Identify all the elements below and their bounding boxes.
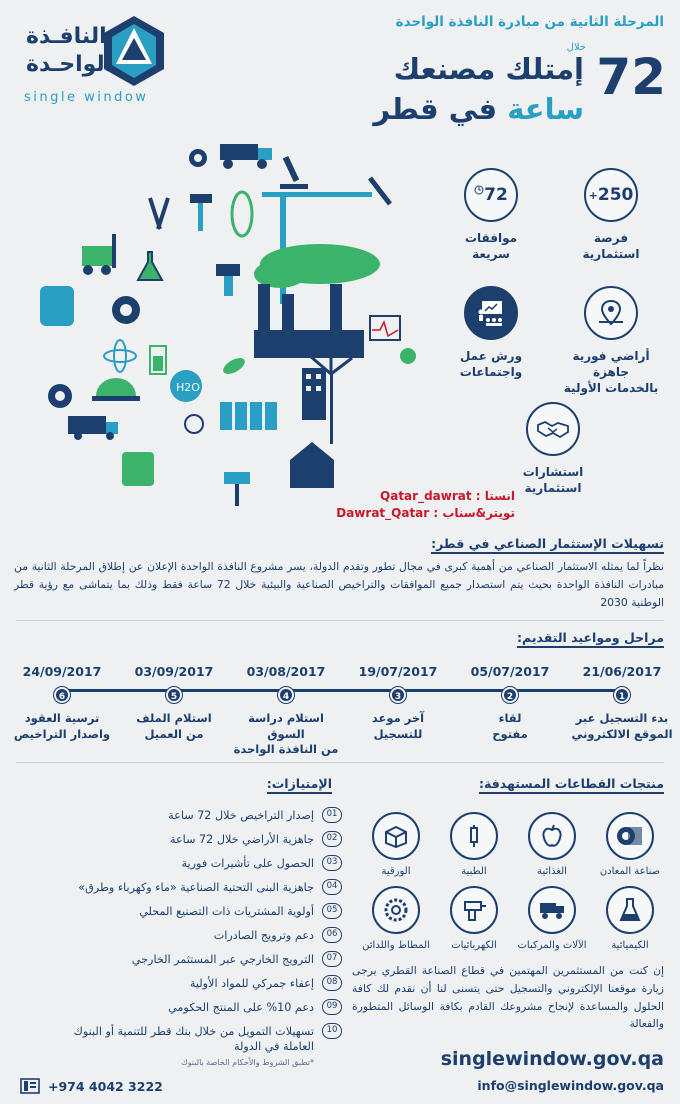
drill-icon: [450, 886, 498, 934]
logo-arabic-line1: النافـذة: [26, 24, 107, 49]
privilege-item: 02 جاهزية الأراضي خلال 72 ساعة: [12, 828, 342, 850]
privilege-item: 05 أولوية المشتريات ذات التصنيع المحلي: [12, 900, 342, 922]
logo-arabic-line2: الواحـدة: [26, 52, 113, 77]
map-pin-icon: [584, 286, 638, 340]
pipes-icon: [112, 296, 140, 324]
privilege-item: 07 الترويج الخارجي عبر المستثمر الخارجي: [12, 948, 342, 970]
social-handles: [336, 488, 515, 522]
bulb-icon: [185, 415, 203, 433]
twitter-label: تويتر&سناب :: [433, 505, 515, 520]
syringe-icon: [450, 812, 498, 860]
tire-icon: [48, 384, 72, 408]
building-icon: [302, 368, 326, 420]
handshake-icon: [526, 402, 580, 456]
facilities-paragraph: نظراً لما يمثله الاستثمار الصناعي من أهمية كبرى في مجال تطور وتقدم الدولة، يسر مشروع النافذة الواحدة الإعلان عن إطلاق المرحلة الثانية من مبادرات النافذة الواحدة بحيث يتم استصدار جميع الموافقات والتراخيص الصناعية والبيئية خلال 72 ساعة فقط وذلك بما يتماشى مع رؤية قطر الوطنية 2030: [14, 560, 664, 609]
apple-icon: [400, 348, 416, 364]
timeline-step-4: 03/08/2017 4 استلام دراسة السوق من النافذة الواحدة: [233, 664, 339, 757]
wrench-icon: [370, 178, 390, 204]
privilege-item: 06 دعم وترويج الصادرات: [12, 924, 342, 946]
drill-icon: [216, 264, 240, 296]
timeline-step-1: 21/06/2017 1 بدء التسجيل عبر الموقع الالكتروني: [571, 664, 673, 741]
sector-metals: صناعة المعادن: [592, 812, 668, 877]
timeline-step-5: 03/09/2017 5 استلام الملف من العميل: [134, 664, 214, 741]
delivery-truck-icon: [68, 416, 118, 440]
atom-icon: [104, 340, 136, 372]
header-khilal: خلال: [566, 42, 586, 53]
leaf-icon: [221, 355, 248, 377]
phone-number[interactable]: +974 4042 3222: [48, 1078, 163, 1094]
fish-icon: [232, 192, 252, 236]
gear-icon: [189, 149, 207, 167]
phone-icon: [20, 1078, 40, 1094]
privilege-item: 09 دعم 10% على المنتج الحكومي: [12, 996, 342, 1018]
glove-icon: [40, 286, 74, 326]
apple-icon: [528, 812, 576, 860]
header-title-qatar: في قطر: [373, 92, 498, 126]
feature-consultations: استشارات استثمارية: [498, 402, 608, 496]
pliers-icon: [150, 198, 168, 229]
warehouse-icon: [290, 442, 334, 488]
footer-website-link[interactable]: singlewindow.gov.qa: [440, 1048, 664, 1070]
header-title-line2: [373, 94, 584, 124]
privilege-item: 04 جاهزية البنى التحتية الصناعية «ماء وكهرباء وطرق»: [12, 876, 342, 898]
privileges-title: الإمتيازات:: [267, 776, 332, 791]
tire-icon: [372, 886, 420, 934]
sectors-title: منتجات القطاعات المستهدفة:: [479, 776, 664, 791]
sector-medical: الطبية: [436, 812, 512, 877]
privileges-footnote: *تطبق الشروط والأحكام الخاصة بالبنوك: [181, 1058, 314, 1067]
ekg-icon: [370, 316, 400, 340]
sector-chemical: الكيميائية: [592, 886, 668, 951]
sector-electrical: الكهربائيات: [436, 886, 512, 951]
logo-english: single window: [24, 90, 149, 105]
twitter-handle[interactable]: Dawrat_Qatar: [336, 505, 430, 520]
facilities-title: تسهيلات الإستثمار الصناعي في قطر:: [431, 536, 664, 551]
insta-handle[interactable]: Qatar_dawrat: [380, 489, 472, 503]
feature-fast-approvals: 72 موافقات سريعة: [436, 168, 546, 262]
divider: [16, 620, 664, 621]
svg-text:H2O: H2O: [176, 381, 200, 394]
presentation-icon: [464, 286, 518, 340]
hammer-icon: [190, 194, 212, 231]
timeline-step-2: 05/07/2017 2 لقاء مفتوح: [470, 664, 550, 741]
privilege-item: 08 إعفاء جمركي للمواد الأولية: [12, 972, 342, 994]
divider: [16, 762, 664, 763]
header-title-sa3a: ساعة: [507, 92, 584, 126]
sectors-note: إن كنت من المستثمرين المهتمين في قطاع الصناعة القطري يرجى زيارة موقعنا الإلكتروني والتسجيل حتى يتسنى لنا أن نقدم لك كافة الحلول والمساعدة لإنجاح مشروعك القادم بكافة الوسائل المتطورة والفعالة: [352, 964, 664, 1031]
flask-icon: [138, 252, 162, 280]
privilege-item: 01 إصدار التراخيص خلال 72 ساعة: [12, 804, 342, 826]
forklift-icon: [82, 234, 116, 275]
feature-ready-land: أراضي فورية جاهزة بالخدمات الأولية: [556, 286, 666, 397]
sector-food: الغذائية: [514, 812, 590, 877]
feature-investment-opportunities: 250 + فرصة استثمارية: [556, 168, 666, 262]
sector-vehicles: الآلات والمركبات: [514, 886, 590, 951]
microscope-icon: [280, 156, 308, 189]
timeline-step-6: 24/09/2017 6 ترسية العقود واصدار التراخيص: [13, 664, 111, 741]
timeline-title: مراحل ومواعيد التقديم:: [517, 630, 664, 645]
sector-rubber: المطاط واللدائن: [358, 886, 434, 951]
dump-truck-icon: [220, 144, 272, 169]
insta-label: انستا :: [475, 489, 515, 503]
battery-icon: [150, 346, 166, 374]
helmet-icon: [92, 378, 140, 401]
industry-illustration: [30, 134, 430, 534]
h2o-icon: [170, 370, 202, 402]
header-title-line1: إمتلك مصنعك: [393, 52, 584, 86]
timeline-step-3: 19/07/2017 3 آخر موعد للتسجيل: [358, 664, 438, 741]
privilege-item-continuation: العاملة في الدولة: [233, 1040, 314, 1053]
metal-coil-icon: [606, 812, 654, 860]
sector-paper: الورقية: [358, 812, 434, 877]
feature-workshops: ورش عمل واجتماعات: [436, 286, 546, 380]
privilege-item: 10 تسهيلات التمويل من خلال بنك قطر للتنمية أو البنوك: [12, 1020, 342, 1042]
barrels-icon: [220, 402, 277, 430]
truck-icon: [528, 886, 576, 934]
paint-roller-icon: [224, 472, 250, 506]
footer-email-link[interactable]: info@singlewindow.gov.qa: [477, 1078, 664, 1093]
privilege-item: 03 الحصول على تأشيرات فورية: [12, 852, 342, 874]
safety-vest-icon: [122, 452, 154, 486]
chemical-flask-icon: [606, 886, 654, 934]
plus-250-icon: 250 +: [584, 168, 638, 222]
header-number: 72: [596, 48, 666, 106]
clock-72-icon: 72: [464, 168, 518, 222]
footer-phone: [20, 1078, 163, 1094]
paper-box-icon: [372, 812, 420, 860]
header-subtitle: المرحلة الثانية من مبادرة النافذة الواحدة: [395, 14, 664, 30]
factory-icon: [254, 244, 380, 358]
